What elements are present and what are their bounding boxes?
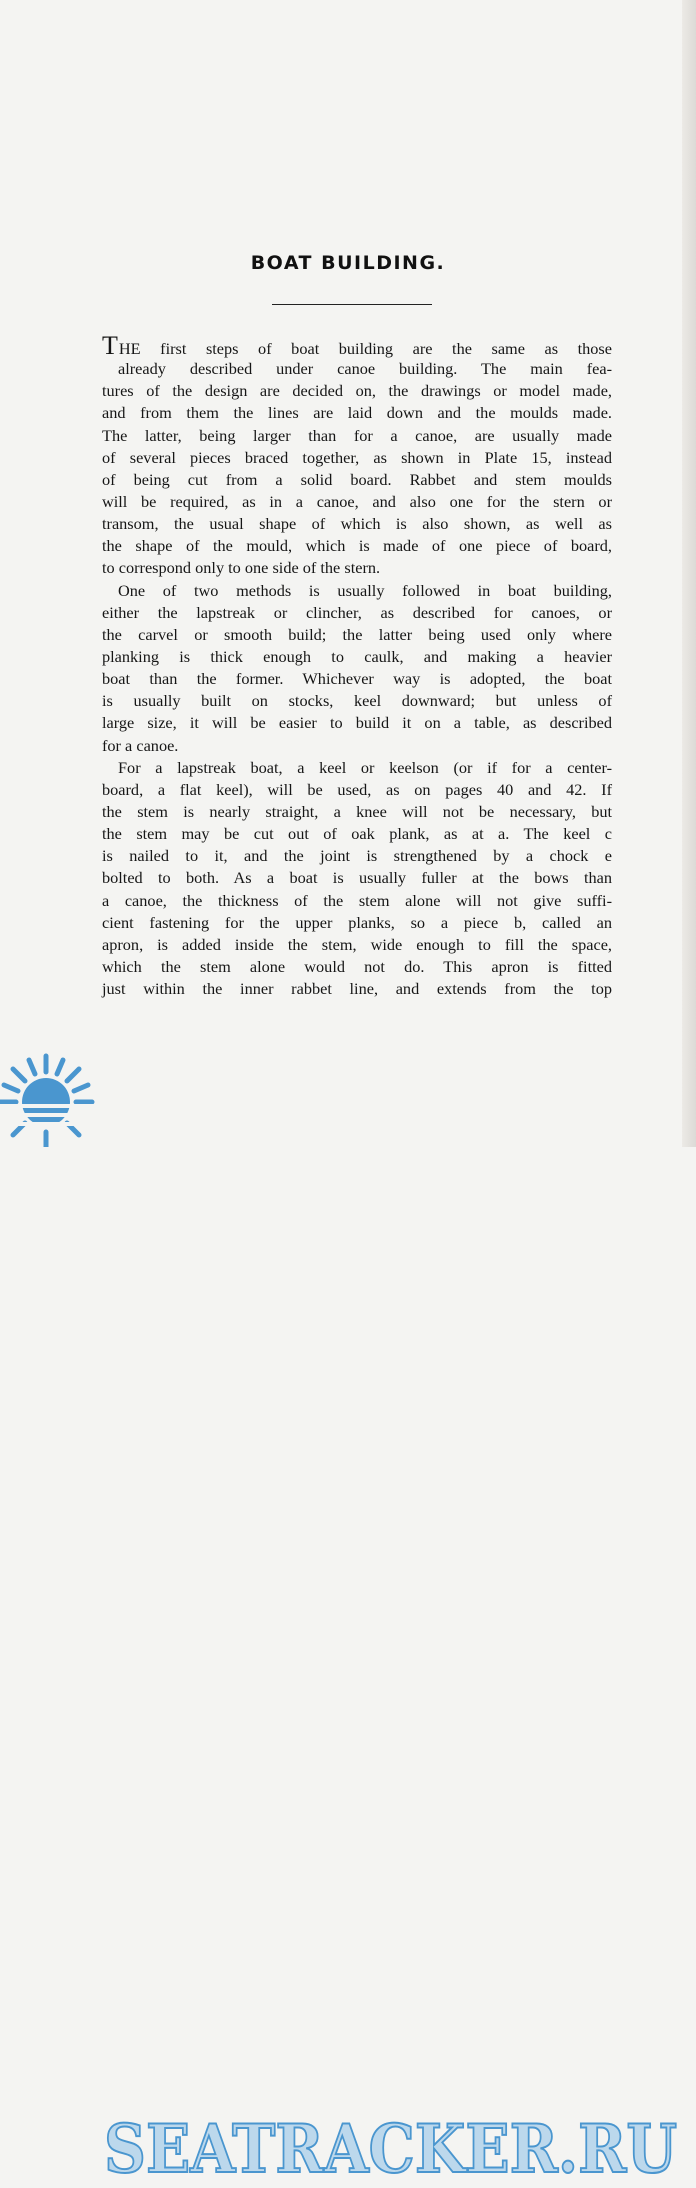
text-line: is usually built on stocks, keel downward; but unless of	[102, 691, 612, 711]
text-line: boat than the former. Whichever way is adopted, the boat	[102, 669, 612, 689]
text-line: THE first steps of boat building are the same as those	[102, 331, 612, 360]
text-line: is nailed to it, and the joint is strengthened by a chock e	[102, 846, 612, 866]
text-line: which the stem alone would not do. This apron is fitted	[102, 956, 612, 976]
text-line: board, a flat keel), will be used, as on pages 40 and 42. If	[102, 779, 612, 799]
text-line: the shape of the mould, which is made of one piece of board,	[102, 536, 612, 556]
text-line: of being cut from a solid board. Rabbet and stem moulds	[102, 469, 612, 489]
text-line: cient fastening for the upper planks, so a piece b, called an	[102, 912, 612, 932]
text-line: The latter, being larger than for a canoe, are usually made	[102, 425, 612, 445]
text-line: For a lapstreak boat, a keel or keelson (or if for a center-	[118, 757, 612, 777]
page-edge	[682, 0, 696, 1147]
text-line: a canoe, the thickness of the stem alone will not give suffi-	[102, 890, 612, 910]
text-line: the carvel or smooth build; the latter being used only where	[102, 624, 612, 644]
drop-cap: T	[102, 331, 118, 360]
text-line: will be required, as in a canoe, and also one for the stern or	[102, 491, 612, 511]
body-text	[102, 331, 612, 1000]
text-line: either the lapstreak or clincher, as described for canoes, or	[102, 602, 612, 622]
text-line: of several pieces braced together, as shown in Plate 15, instead	[102, 447, 612, 467]
text-line: tures of the design are decided on, the drawings or model made,	[102, 381, 612, 401]
text-line: for a canoe.	[102, 735, 179, 755]
text-line: the stem is nearly straight, a knee will not be necessary, but	[102, 801, 612, 821]
text-line: transom, the usual shape of which is also shown, as well as	[102, 514, 612, 534]
text-line: bolted to both. As a boat is usually fuller at the bows than	[102, 868, 612, 888]
text-line: One of two methods is usually followed in boat building,	[118, 580, 612, 600]
text-line: already described under canoe building. The main fea-	[118, 359, 612, 379]
text-line: and from them the lines are laid down and the moulds made.	[102, 403, 612, 423]
heading-rule	[272, 304, 432, 305]
sun-icon	[0, 1052, 100, 1147]
text-line: to correspond only to one side of the stern.	[102, 558, 381, 578]
chapter-heading: BOAT BUILDING.	[250, 252, 446, 274]
text-line: the stem may be cut out of oak plank, as at a. The keel c	[102, 824, 612, 844]
text-line: just within the inner rabbet line, and extends from the top	[102, 979, 612, 999]
text-line: apron, is added inside the stem, wide enough to fill the space,	[102, 934, 612, 954]
text-line: large size, it will be easier to build it on a table, as described	[102, 713, 612, 733]
watermark-text: SEATRACKER.RU	[104, 2110, 678, 2188]
text-line: planking is thick enough to caulk, and making a heavier	[102, 646, 612, 666]
watermark	[0, 1052, 696, 2188]
